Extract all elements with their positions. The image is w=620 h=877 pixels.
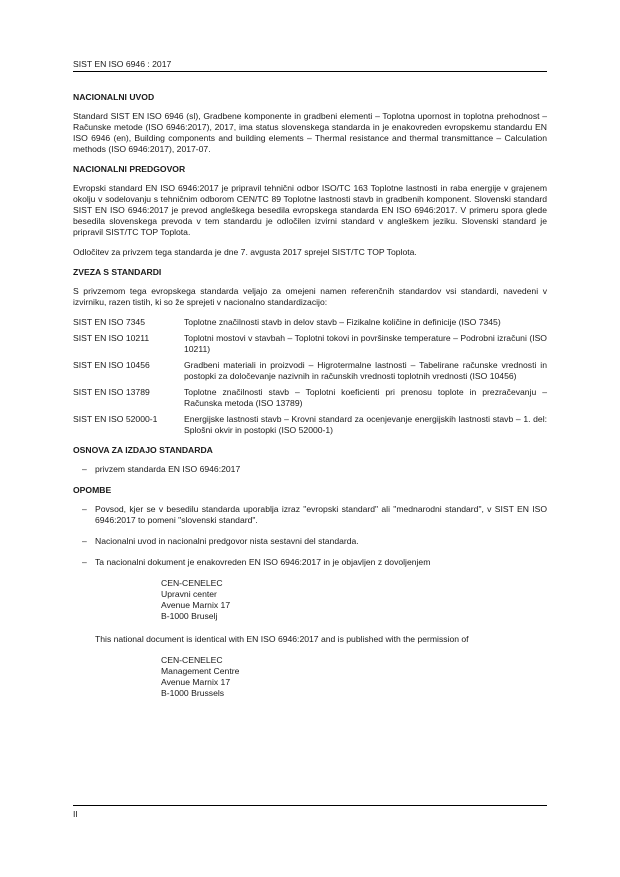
dash-bullet: –: [82, 464, 87, 474]
footer-rule: [73, 805, 547, 806]
table-row: [73, 414, 547, 441]
address-line: Avenue Marnix 17: [161, 600, 231, 610]
standard-description: Toplotne značilnosti stavb – Toplotni koeficienti pri prenosu toplote in prezračevanju – Računska metoda (ISO 13789): [184, 387, 547, 408]
list-item: – Povsod, kjer se v besedilu standarda uporablja izraz "evropski standard" ali "mednarodni standard", v SIST EN ISO 6946:2017 to pomeni "slovenski standard".: [82, 504, 547, 525]
standard-description: Toplotne značilnosti stavb in delov stavb – Fizikalne količine in definicije (ISO 7345): [184, 317, 501, 327]
table-row: [73, 317, 547, 333]
table-row: [73, 333, 547, 360]
address-line: Management Centre: [161, 666, 240, 676]
address-line: Upravni center: [161, 589, 217, 599]
standard-code: SIST EN ISO 13789: [73, 387, 150, 397]
section-nacionalni-uvod: [73, 92, 547, 155]
address-line: B-1000 Brussels: [161, 688, 225, 698]
dash-bullet: –: [82, 504, 87, 514]
section-zveza-s-standardi: [73, 267, 547, 441]
address-block-sl: [161, 578, 547, 622]
section-heading: OPOMBE: [73, 485, 112, 495]
paragraph: Evropski standard EN ISO 6946:2017 je pripravil tehnični odbor ISO/TC 163 Toplotne lastnosti in raba energije v grajenem okolju v sodelovanju s tehničnim odborom CEN/TC 89 Toplotne lastnosti stavb in gradbenih komponent. Slovenski standard SIST EN ISO 6946:2017 je prevod angleškega besedila evropskega standarda EN ISO 6946:2017. V primeru spora glede besedila slovenskega prevoda v tem standardu je odločilen izvirni standard v angleškem jeziku. Slovenski standard je pripravil SIST/TC TOP Toplota.: [73, 183, 547, 237]
standard-code: SIST EN ISO 52000-1: [73, 414, 158, 424]
section-opombe: [73, 485, 547, 699]
page-content: [73, 92, 547, 711]
address-line: B-1000 Bruselj: [161, 611, 218, 621]
osnova-list: [73, 464, 547, 475]
standard-description: Gradbeni materiali in proizvodi – Higrotermalne lastnosti – Tabelirane računske vrednosti in postopki za določevanje nazivnih in računskih vrednosti toplotnih vrednosti (ISO 10456): [184, 360, 547, 381]
header-rule: [73, 71, 547, 72]
section-heading: NACIONALNI PREDGOVOR: [73, 164, 186, 174]
standards-table: [73, 317, 547, 441]
section-osnova: [73, 445, 547, 475]
list-item: – Nacionalni uvod in nacionalni predgovor nista sestavni del standarda.: [82, 536, 359, 546]
paragraph: S privzemom tega evropskega standarda veljajo za omejeni namen referenčnih standardov vsi standardi, navedeni v izvirniku, razen tistih, ki so že sprejeti v nacionalno standardizacijo:: [73, 286, 547, 307]
dash-bullet: –: [82, 536, 87, 546]
address-line: Avenue Marnix 17: [161, 677, 231, 687]
address-line: CEN-CENELEC: [161, 578, 223, 588]
table-row: [73, 360, 547, 387]
standard-code: SIST EN ISO 10211: [73, 333, 150, 343]
page-header: SIST EN ISO 6946 : 2017: [73, 59, 172, 69]
address-block-en: [161, 655, 547, 699]
list-item: – Ta nacionalni dokument je enakovreden EN ISO 6946:2017 in je objavljen z dovoljenjem: [82, 557, 431, 567]
section-heading: OSNOVA ZA IZDAJO STANDARDA: [73, 445, 213, 455]
section-nacionalni-predgovor: [73, 164, 547, 258]
section-heading: ZVEZA S STANDARDI: [73, 267, 162, 277]
section-heading: NACIONALNI UVOD: [73, 92, 155, 102]
opombe-list: [73, 504, 547, 568]
address-line: CEN-CENELEC: [161, 655, 223, 665]
paragraph: Odločitev za privzem tega standarda je dne 7. avgusta 2017 sprejel SIST/TC TOP Toplota.: [73, 247, 417, 257]
standard-code: SIST EN ISO 10456: [73, 360, 150, 370]
standard-description: Energijske lastnosti stavb – Krovni standard za ocenjevanje energijskih lastnosti stavb – 1. del: Splošni okvir in postopki (ISO 52000-1): [184, 414, 547, 435]
list-item: – privzem standarda EN ISO 6946:2017: [82, 464, 241, 474]
standard-code: SIST EN ISO 7345: [73, 317, 145, 327]
document-page: [73, 0, 547, 877]
table-row: [73, 387, 547, 414]
paragraph: Standard SIST EN ISO 6946 (sl), Gradbene komponente in gradbeni elementi – Toplotna upornost in toplotna prehodnost – Računske metode (ISO 6946:2017), 2017, ima status slovenskega standarda in je enakovreden evropskemu standardu EN ISO 6946 (en), Building components and building elements – Thermal resistance and thermal transmittance – Calculation methods (ISO 6946:2017), 2017-07.: [73, 111, 547, 154]
permission-text-en: This national document is identical with EN ISO 6946:2017 and is published with the permission of: [95, 634, 469, 644]
standard-description: Toplotni mostovi v stavbah – Toplotni tokovi in površinske temperature – Podrobni izračuni (ISO 10211): [184, 333, 547, 354]
dash-bullet: –: [82, 557, 87, 567]
page-number: II: [73, 809, 78, 819]
